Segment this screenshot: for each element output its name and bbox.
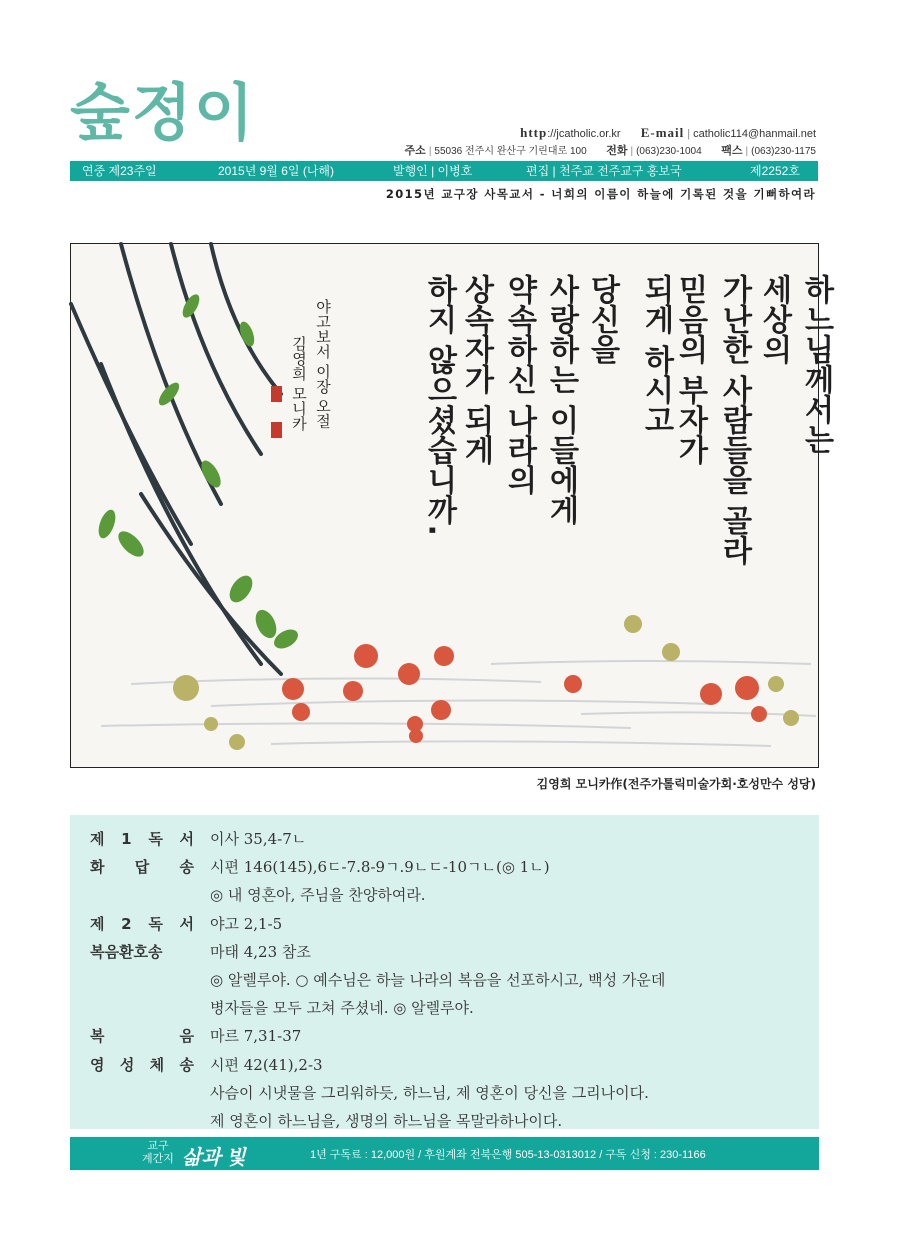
publisher: 발행인 | 이병호 <box>393 164 473 178</box>
footer-label-line2: 계간지 <box>142 1153 174 1165</box>
reading-label: 제 1 독 서 <box>90 830 194 848</box>
editor: 편집 | 천주교 전주교구 홍보국 <box>526 164 682 178</box>
reading-text: ◎ 알렐루야. ○ 예수님은 하늘 나라의 복음을 선포하시고, 백성 가운데 <box>210 971 666 989</box>
reading-text: 이사 35,4-7ㄴ <box>210 830 307 848</box>
reading-row <box>70 996 819 1020</box>
fax-label: 팩스 <box>721 145 743 157</box>
reading-label: 제 2 독 서 <box>90 915 194 933</box>
footer-bar <box>70 1137 819 1170</box>
reading-label: 복 음 <box>90 1027 194 1045</box>
calligraphy-column: 약속하신 나라의 <box>501 274 537 495</box>
reading-row <box>70 968 819 992</box>
artist-seal-2 <box>271 422 282 438</box>
reading-row <box>70 883 819 907</box>
reading-text: 마르 7,31-37 <box>210 1027 302 1045</box>
email-address[interactable]: catholic114@hanmail.net <box>693 128 816 140</box>
pastoral-motto: 2015년 교구장 사목교서 - 너희의 이름이 하늘에 기록된 것을 기뻐하여라 <box>385 187 816 201</box>
issue-number: 제2252호 <box>750 164 800 178</box>
web-label: http <box>520 125 548 140</box>
reading-row <box>70 1081 819 1105</box>
reading-label: 복음환호송 <box>90 943 163 961</box>
calligraphy-column: 믿음의 부자가 <box>672 274 708 465</box>
reading-row <box>70 940 819 964</box>
reading-text: 병자들을 모두 고쳐 주셨네. ◎ 알렐루야. <box>210 999 474 1017</box>
subscription-info: 1년 구독료 : 12,000원 / 후원계좌 전북은행 505-13-0313012 / 구독 신청 : 230-1166 <box>310 1149 706 1161</box>
grass-stems <box>71 244 281 674</box>
email-label: E-mail <box>640 125 685 140</box>
calligraphy-column: 세상의 <box>756 274 792 364</box>
reading-label: 화 답 송 <box>90 858 194 876</box>
web-address[interactable]: ://jcatholic.or.kr <box>547 128 621 140</box>
phone-value: (063)230-1004 <box>636 146 702 157</box>
phone-label: 전화 <box>606 145 628 157</box>
artwork-note-artist: 김영희 모니카 <box>290 336 308 431</box>
reading-text: ◎ 내 영혼아, 주님을 찬양하여라. <box>210 886 426 904</box>
masthead-title: 숲정이 <box>70 76 256 149</box>
artwork-note-source: 야고보서 이장 오절 <box>314 299 332 429</box>
calligraphy-column: 되게 하시고 <box>638 274 674 435</box>
reading-text: 제 영혼이 하느님을, 생명의 하느님을 목말라하나이다. <box>210 1112 563 1130</box>
mass-readings <box>70 815 819 1129</box>
calligraphy-text <box>422 273 834 566</box>
magazine-brand: 삶과 빛 <box>182 1147 246 1169</box>
fax-value: (063)230-1175 <box>751 146 816 157</box>
reading-row <box>70 1053 819 1077</box>
leaves <box>95 292 301 653</box>
reading-row <box>70 1109 819 1133</box>
calligraphy-painting <box>70 243 834 768</box>
artist-seal-1 <box>271 386 282 402</box>
footer-label-line1: 교구 <box>147 1140 169 1152</box>
calligraphy-column: 가난한 사람들을 골라 <box>716 274 752 565</box>
reading-text: 사슴이 시냇물을 그리워하듯, 하느님, 제 영혼이 당신을 그리나이다. <box>210 1084 649 1102</box>
calligraphy-column: 당신을 <box>584 274 620 364</box>
reading-row <box>70 855 819 879</box>
footer-label <box>142 1140 174 1166</box>
calligraphy-column: 사랑하는 이들에게 <box>543 274 579 525</box>
reading-row <box>70 1024 819 1048</box>
reading-label: 영 성 체 송 <box>90 1056 194 1074</box>
painting-artwork <box>71 244 834 769</box>
painting-caption: 김영희 모니카作(전주가톨릭미술가회·호성만수 성당) <box>536 777 816 791</box>
reading-row <box>70 912 819 936</box>
reading-text: 마태 4,23 참조 <box>210 943 311 961</box>
liturgical-week: 연중 제23주일 <box>82 164 157 178</box>
calligraphy-column: 하지 않으셨습니까. <box>421 274 457 536</box>
address-label: 주소 <box>404 145 426 157</box>
reading-row <box>70 827 819 851</box>
calligraphy-column: 상속자가 되게 <box>458 274 494 465</box>
reading-text: 시편 42(41),2-3 <box>210 1056 323 1074</box>
issue-date: 2015년 9월 6일 (나해) <box>218 164 334 178</box>
reading-text: 야고 2,1-5 <box>210 915 283 933</box>
calligraphy-column: 하느님께서는 <box>798 274 834 454</box>
address-value: 55036 전주시 완산구 기린대로 100 <box>434 146 587 157</box>
contact-info: http://jcatholic.or.kr E-mail | catholic114@hanmail.net 주소 | 55036 전주시 완산구 기린대로 100 전화 | (063)230-1004 팩스 | (063)230-1175 <box>404 125 816 157</box>
reading-text: 시편 146(145),6ㄷ-7.8-9ㄱ.9ㄴㄷ-10ㄱㄴ(◎ 1ㄴ) <box>210 858 550 876</box>
info-bar <box>70 161 818 181</box>
